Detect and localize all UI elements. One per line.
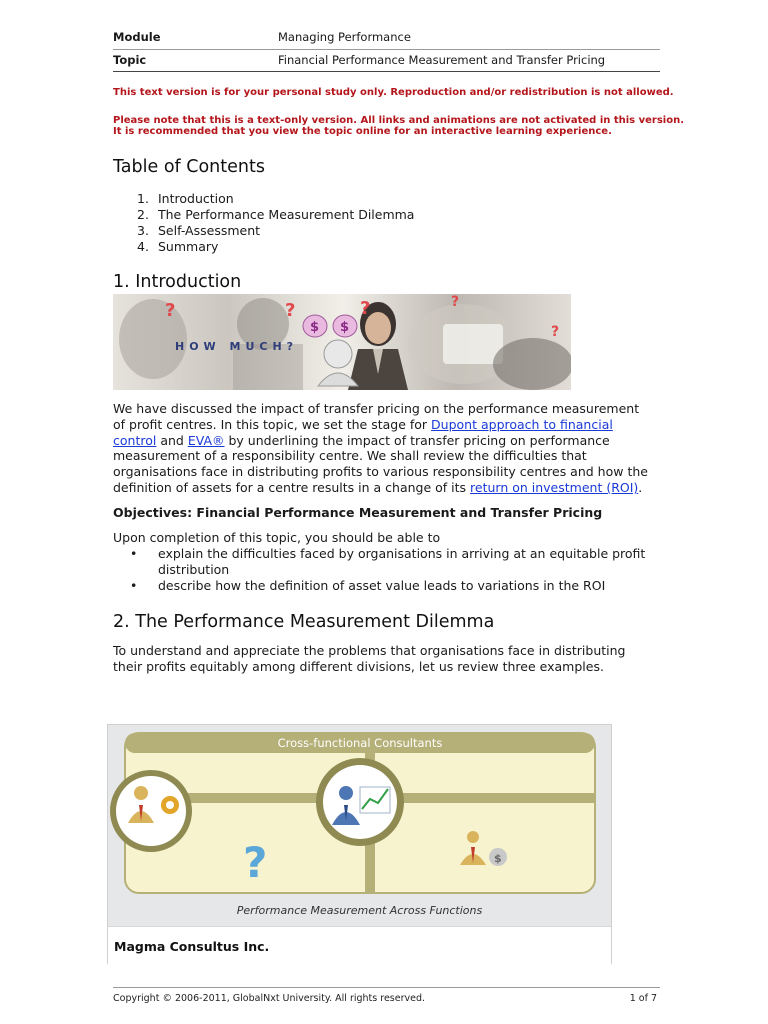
figure-name-band	[108, 926, 611, 964]
dilemma-heading: 2. The Performance Measurement Dilemma	[113, 612, 495, 632]
svg-text:$: $	[494, 852, 502, 865]
toc-item: 3. Self-Assessment	[137, 223, 261, 238]
intro-banner-image	[113, 294, 571, 390]
module-label: Module	[113, 30, 161, 44]
svg-text:$: $	[340, 320, 350, 335]
question-mark-icon: ?	[243, 838, 268, 887]
copyright-notice: This text version is for your personal study only. Reproduction and/or redistribution is not allowed.	[113, 87, 674, 98]
toc-item: 1. Introduction	[137, 191, 234, 206]
objectives-heading: Objectives: Financial Performance Measurement and Transfer Pricing	[113, 505, 603, 520]
eva-link[interactable]: EVA®	[187, 432, 225, 448]
footer-copyright: Copyright © 2006-2011, GlobalNxt University. All rights reserved.	[113, 993, 426, 1004]
dupont-link[interactable]: Dupont approach to financial	[431, 416, 613, 432]
module-value: Managing Performance	[278, 30, 411, 44]
dupont-link-cont[interactable]: control	[113, 432, 157, 448]
svg-text:?: ?	[285, 300, 296, 321]
dilemma-paragraph: To understand and appreciate the problems that organisations face in distributing their profits equitably among different divisions, let us review three examples.	[113, 643, 626, 674]
svg-text:?: ?	[451, 294, 460, 310]
toc-item: 2. The Performance Measurement Dilemma	[137, 207, 415, 222]
topic-row	[113, 50, 659, 72]
text-version-notice: Please note that this is a text-only version. All links and animations are not activated in this version.	[113, 115, 685, 126]
svg-text:?: ?	[551, 324, 560, 340]
toc-title: Table of Contents	[113, 157, 265, 177]
svg-text:?: ?	[165, 300, 176, 321]
figure-caption: Performance Measurement Across Functions	[236, 904, 483, 917]
svg-text:HOW MUCH?: HOW MUCH?	[175, 340, 299, 353]
svg-text:?: ?	[360, 298, 371, 319]
header-bottom-rule	[113, 71, 660, 72]
topic-label: Topic	[113, 53, 147, 67]
objectives-intro: Upon completion of this topic, you should be able to	[113, 530, 441, 545]
intro-paragraph: We have discussed the impact of transfer pricing on the performance measurement of profit centres. In this topic, we set the stage for Dupont approach to financial control and EVA® by underlining the impact of transfer pricing on performance measurement of a responsibility centre. We shall review the difficulties that organisations face in distributing profits to various responsibility centres and how the definition of assets for a centre results in a change of its return on investment (ROI).	[113, 401, 648, 495]
intro-heading: 1. Introduction	[113, 272, 242, 292]
page-number: 1 of 7	[629, 993, 657, 1004]
figure-banner-title: Cross-functional Consultants	[277, 736, 443, 750]
svg-text:$: $	[310, 320, 320, 335]
figure-name: Magma Consultus Inc.	[114, 939, 270, 954]
footer-rule	[113, 987, 660, 988]
module-row	[113, 27, 659, 49]
cross-functional-figure	[107, 724, 612, 964]
roi-link[interactable]: return on investment (ROI)	[470, 479, 639, 495]
topic-value: Financial Performance Measurement and Transfer Pricing	[278, 53, 606, 67]
online-recommendation-notice: It is recommended that you view the topic online for an interactive learning experience.	[113, 126, 612, 137]
toc-item: 4. Summary	[137, 239, 219, 254]
